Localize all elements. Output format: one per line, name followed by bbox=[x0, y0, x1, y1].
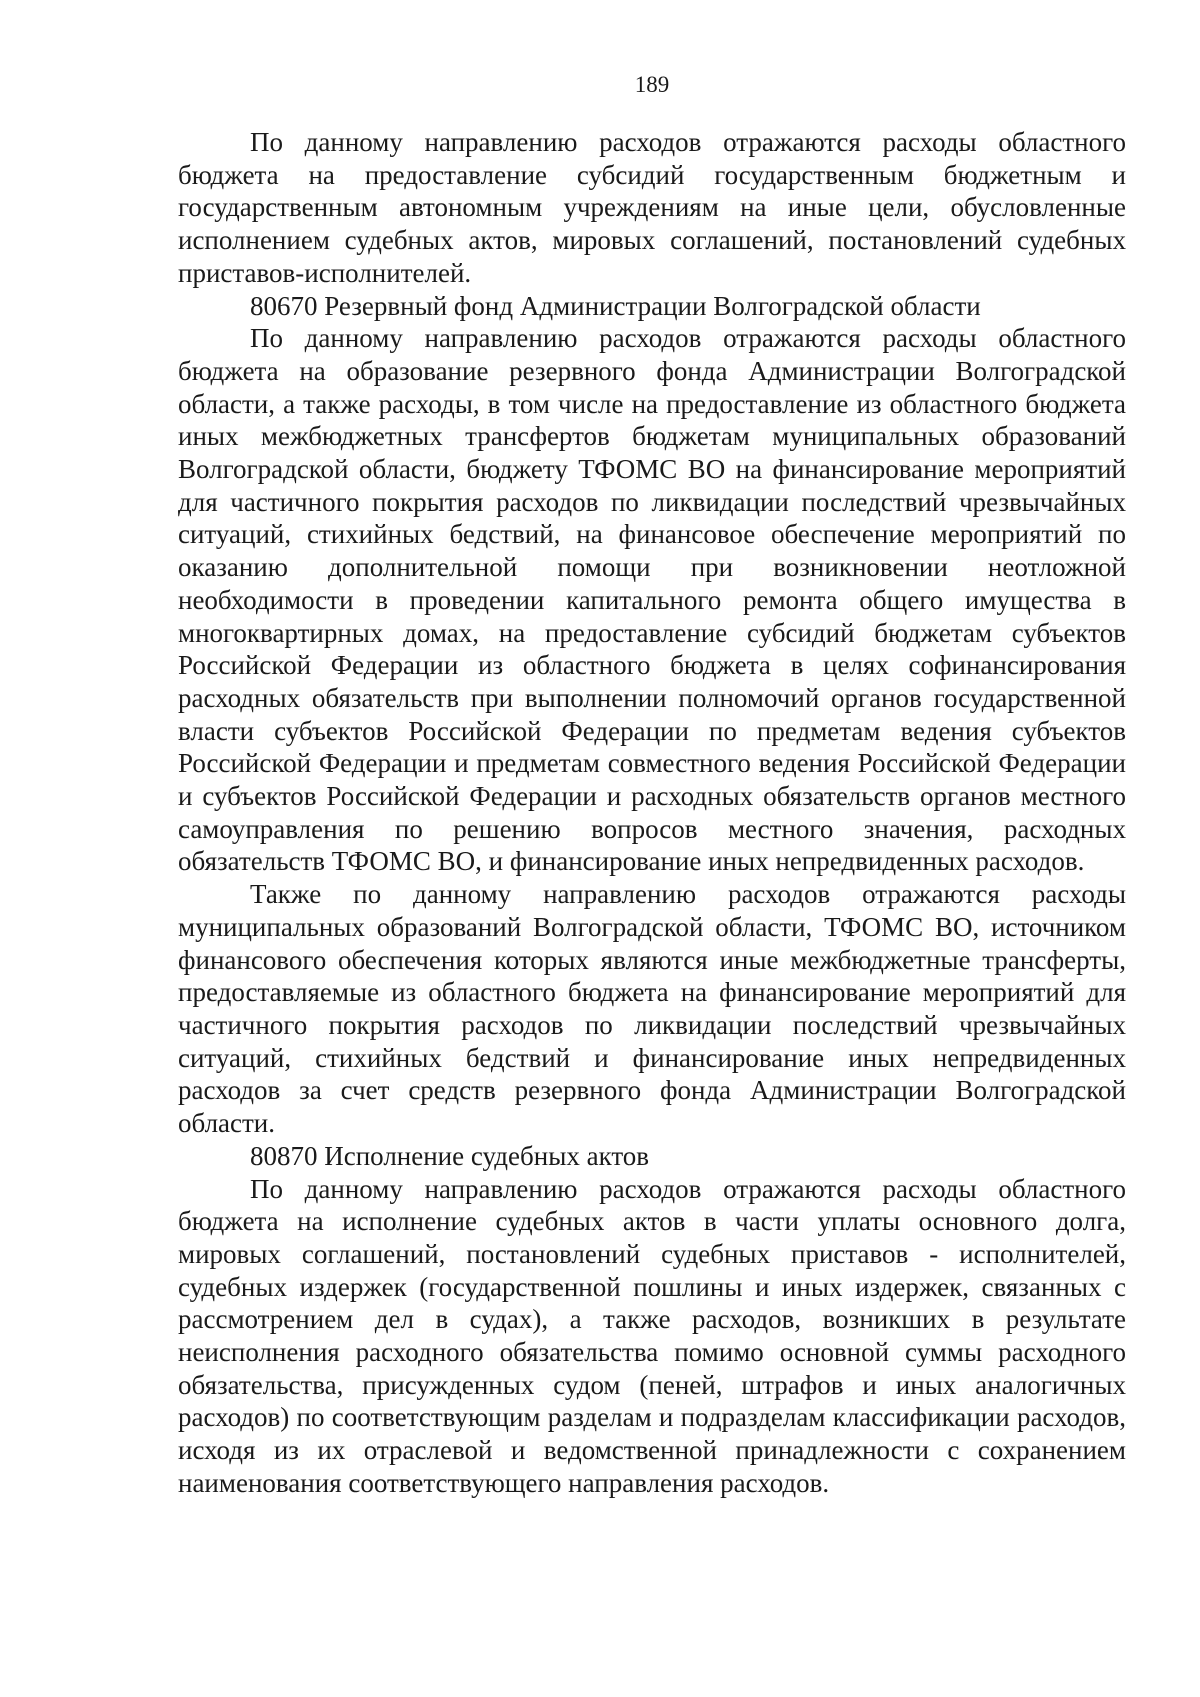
heading-80670-reserve-fund: 80670 Резервный фонд Администрации Волгоградской области bbox=[250, 290, 981, 321]
heading-80870-court-acts: 80870 Исполнение судебных актов bbox=[250, 1140, 650, 1171]
document-page bbox=[178, 0, 1126, 1697]
paragraph-subsidies-intro: По данному направлению расходов отражаются расходы областного бюджета на предоставление субсидий государственным бюджетным и государственным автономным учреждениям на иные цели, обусловленные исполнением судебных актов, мировых соглашений, постановлений судебных приставов-исполнителей. bbox=[178, 127, 1126, 288]
paragraph-municipal-expenses: Также по данному направлению расходов отражаются расходы муниципальных образований Волгоградской области, ТФОМС ВО, источником финансового обеспечения которых являются иные межбюджетные трансферты, предоставляемые из областного бюджета на финансирование мероприятий для частичного покрытия расходов по ликвидации последствий чрезвычайных ситуаций, стихийных бедствий и финансирование иных непредвиденных расходов за счет средств резервного фонда Администрации Волгоградской области. bbox=[178, 879, 1126, 1139]
document-body bbox=[178, 126, 1126, 1500]
page-number: 189 bbox=[634, 72, 670, 97]
paragraph-reserve-fund: По данному направлению расходов отражаются расходы областного бюджета на образование резервного фонда Администрации Волгоградской области, а также расходы, в том числе на предоставление из областного бюджета иных межбюджетных трансфертов бюджетам муниципальных образований Волгоградской области, бюджету ТФОМС ВО на финансирование мероприятий для частичного покрытия расходов по ликвидации последствий чрезвычайных ситуаций, стихийных бедствий, на финансовое обеспечение мероприятий по оказанию дополнительной помощи при возникновении неотложной необходимости в проведении капитального ремонта общего имущества в многоквартирных домах, на предоставление субсидий бюджетам субъектов Российской Федерации из областного бюджета в целях софинансирования расходных обязательств при выполнении полномочий органов государственной власти субъектов Российской Федерации по предметам ведения субъектов Российской Федерации и предметам совместного ведения Российской Федерации и субъектов Российской Федерации и расходных обязательств органов местного самоуправления по решению вопросов местного значения, расходных обязательств ТФОМС ВО, и финансирование иных непредвиденных расходов. bbox=[178, 323, 1126, 877]
paragraph-court-acts: По данному направлению расходов отражаются расходы областного бюджета на исполнение судебных актов в части уплаты основного долга, мировых соглашений, постановлений судебных приставов - исполнителей, судебных издержек (государственной пошлины и иных издержек, связанных с рассмотрением дел в судах), а также расходов, возникших в результате неисполнения расходного обязательства помимо основной суммы расходного обязательства, присужденных судом (пеней, штрафов и иных аналогичных расходов) по соответствующим разделам и подразделам классификации расходов, исходя из их отраслевой и ведомственной принадлежности с сохранением наименования соответствующего направления расходов. bbox=[178, 1173, 1126, 1498]
